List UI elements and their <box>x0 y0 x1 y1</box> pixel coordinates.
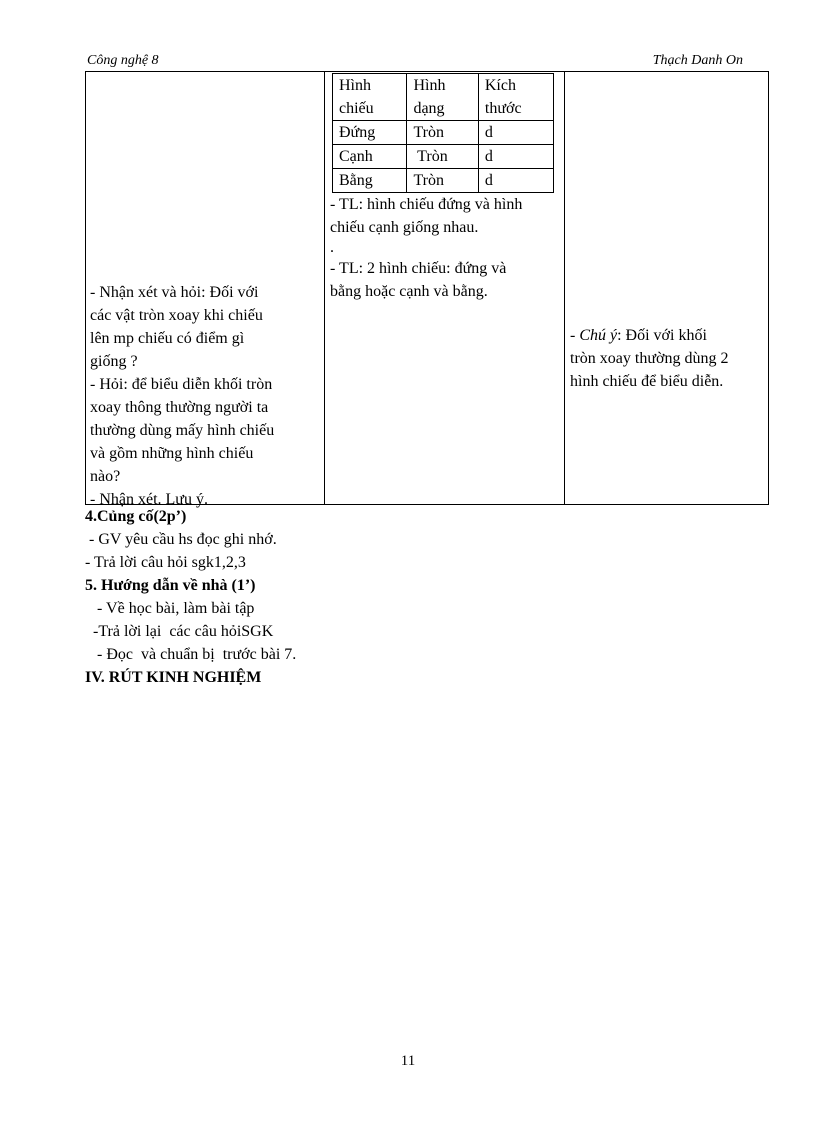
text-line: giống ? <box>90 353 138 370</box>
section-4-item: - GV yêu cầu hs đọc ghi nhớ. <box>85 531 277 548</box>
text-line: thường dùng mấy hình chiếu <box>90 422 275 439</box>
header-subject: Công nghệ 8 <box>87 53 159 68</box>
header-author: Thạch Danh On <box>652 53 743 68</box>
lesson-table <box>85 71 769 508</box>
section-iv-title: IV. RÚT KINH NGHIỆM <box>85 669 262 686</box>
subtable-header-cell: Kích thước <box>478 74 553 121</box>
section-5-item: - Về học bài, làm bài tập <box>85 600 255 617</box>
projection-subtable <box>332 73 554 193</box>
teacher-activity-column <box>90 281 320 511</box>
page-number: 11 <box>400 1053 416 1069</box>
subtable-cell: d <box>478 121 553 145</box>
subtable-cell: Tròn <box>407 121 478 145</box>
column-divider <box>564 71 565 504</box>
subtable-header-row <box>333 74 554 121</box>
text-line: - Nhận xét. Lưu ý. <box>90 491 208 508</box>
subtable-header-cell: Hình dạng <box>407 74 478 121</box>
section-4-item: - Trả lời câu hỏi sgk1,2,3 <box>85 554 246 571</box>
subtable-cell: Tròn <box>407 145 478 169</box>
text-line: lên mp chiếu có điểm gì <box>90 330 245 347</box>
text-line: . <box>330 239 334 256</box>
note-line: - Chú ý: Đối với khối <box>570 327 707 344</box>
lesson-sections <box>85 505 765 689</box>
notes-column <box>570 324 766 393</box>
column-divider <box>324 71 325 504</box>
note-line: hình chiếu để biểu diễn. <box>570 373 724 390</box>
subtable-row <box>333 121 554 145</box>
subtable-cell: d <box>478 145 553 169</box>
note-label: Chú ý <box>579 327 618 344</box>
text-line: - Hỏi: để biểu diễn khối tròn <box>90 376 273 393</box>
student-activity-column <box>330 73 562 303</box>
section-5-item: - Đọc và chuẩn bị trước bài 7. <box>85 646 297 663</box>
text-line: và gồm những hình chiếu <box>90 445 254 462</box>
text-line: - TL: hình chiếu đứng và hình <box>330 196 523 213</box>
subtable-cell: Tròn <box>407 169 478 193</box>
subtable-cell: Bằng <box>333 169 407 193</box>
text-line: chiếu cạnh giống nhau. <box>330 219 479 236</box>
note-line: tròn xoay thường dùng 2 <box>570 350 729 367</box>
text-line: - Nhận xét và hỏi: Đối với <box>90 284 259 301</box>
text-line: xoay thông thường người ta <box>90 399 269 416</box>
text-line: nào? <box>90 468 121 485</box>
subtable-cell: Đứng <box>333 121 407 145</box>
subtable-row <box>333 169 554 193</box>
subtable-cell: Cạnh <box>333 145 407 169</box>
text-line: các vật tròn xoay khi chiếu <box>90 307 263 324</box>
subtable-header-cell: Hình chiếu <box>333 74 407 121</box>
section-5-item: -Trả lời lại các câu hỏiSGK <box>85 623 274 640</box>
subtable-cell: d <box>478 169 553 193</box>
section-4-title: 4.Củng cố(2p’) <box>85 508 187 525</box>
text-line: - TL: 2 hình chiếu: đứng và <box>330 260 507 277</box>
text-line: bằng hoặc cạnh và bằng. <box>330 283 488 300</box>
page-header <box>85 53 769 72</box>
subtable-row <box>333 145 554 169</box>
section-5-title: 5. Hướng dẫn về nhà (1’) <box>85 577 256 594</box>
